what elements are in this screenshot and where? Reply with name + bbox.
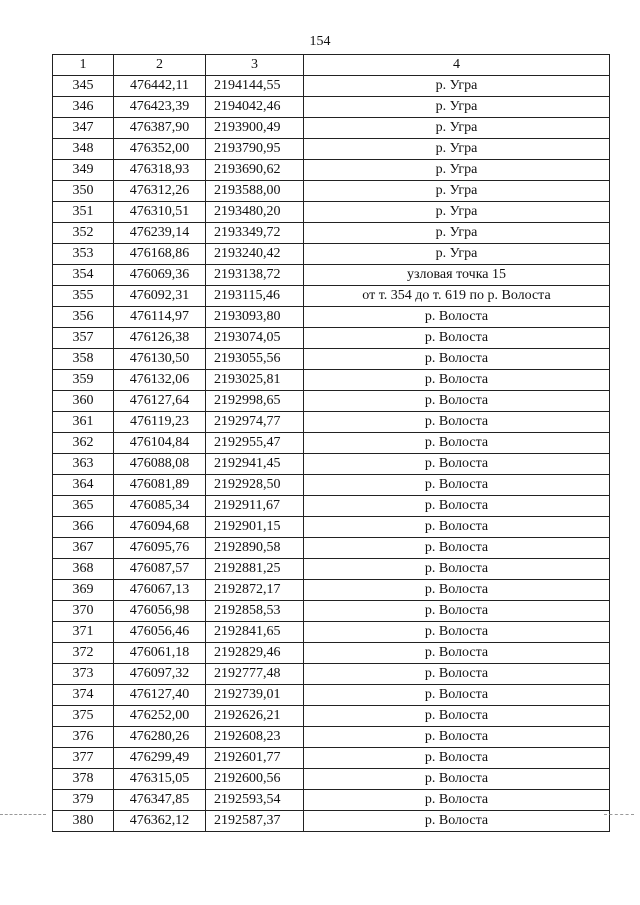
column-header: 1 xyxy=(53,55,114,76)
table-cell: 476114,97 xyxy=(114,307,206,328)
table-cell: р. Волоста xyxy=(304,433,610,454)
table-cell: 2192901,15 xyxy=(206,517,304,538)
table-cell: 2193115,46 xyxy=(206,286,304,307)
table-cell: р. Волоста xyxy=(304,769,610,790)
table-cell: р. Волоста xyxy=(304,370,610,391)
table-cell: р. Волоста xyxy=(304,748,610,769)
table-cell: 2193240,42 xyxy=(206,244,304,265)
table-row xyxy=(53,601,610,622)
table-row xyxy=(53,706,610,727)
table-body xyxy=(53,76,610,832)
table-row xyxy=(53,286,610,307)
table-cell: 2192974,77 xyxy=(206,412,304,433)
table-cell: р. Волоста xyxy=(304,349,610,370)
table-cell: 370 xyxy=(53,601,114,622)
table-cell: 367 xyxy=(53,538,114,559)
table-row xyxy=(53,181,610,202)
column-header: 4 xyxy=(304,55,610,76)
table-cell: 2193349,72 xyxy=(206,223,304,244)
table-cell: 2192941,45 xyxy=(206,454,304,475)
table-cell: 2194144,55 xyxy=(206,76,304,97)
table-row xyxy=(53,97,610,118)
coordinates-table xyxy=(52,54,610,832)
table-cell: узловая точка 15 xyxy=(304,265,610,286)
table-row xyxy=(53,538,610,559)
table-cell: 376 xyxy=(53,727,114,748)
table-row xyxy=(53,559,610,580)
table-cell: 476352,00 xyxy=(114,139,206,160)
table-cell: 2192841,65 xyxy=(206,622,304,643)
table-row xyxy=(53,160,610,181)
table-cell: 2192872,17 xyxy=(206,580,304,601)
table-cell: 380 xyxy=(53,811,114,832)
table-row xyxy=(53,622,610,643)
table-cell: 351 xyxy=(53,202,114,223)
table-cell: р. Волоста xyxy=(304,517,610,538)
table-cell: р. Волоста xyxy=(304,727,610,748)
table-cell: 476132,06 xyxy=(114,370,206,391)
table-cell: 357 xyxy=(53,328,114,349)
table-cell: р. Волоста xyxy=(304,454,610,475)
table-cell: 358 xyxy=(53,349,114,370)
table-cell: 377 xyxy=(53,748,114,769)
table-cell: 476252,00 xyxy=(114,706,206,727)
table-cell: 476423,39 xyxy=(114,97,206,118)
table-cell: 372 xyxy=(53,643,114,664)
table-cell: 355 xyxy=(53,286,114,307)
table-cell: р. Волоста xyxy=(304,496,610,517)
table-cell: 368 xyxy=(53,559,114,580)
table-row xyxy=(53,370,610,391)
table-cell: р. Волоста xyxy=(304,412,610,433)
table-cell: 476081,89 xyxy=(114,475,206,496)
table-cell: р. Угра xyxy=(304,181,610,202)
table-cell: р. Волоста xyxy=(304,601,610,622)
table-cell: р. Волоста xyxy=(304,706,610,727)
table-row xyxy=(53,412,610,433)
table-row xyxy=(53,391,610,412)
table-cell: 353 xyxy=(53,244,114,265)
table-row xyxy=(53,685,610,706)
table-cell: 375 xyxy=(53,706,114,727)
table-cell: 476127,64 xyxy=(114,391,206,412)
table-cell: 2192955,47 xyxy=(206,433,304,454)
table-cell: 2193790,95 xyxy=(206,139,304,160)
table-cell: р. Волоста xyxy=(304,685,610,706)
table-cell: 379 xyxy=(53,790,114,811)
table-row xyxy=(53,517,610,538)
column-header: 3 xyxy=(206,55,304,76)
table-cell: р. Угра xyxy=(304,202,610,223)
table-cell: р. Волоста xyxy=(304,391,610,412)
table-cell: р. Угра xyxy=(304,160,610,181)
table-cell: р. Волоста xyxy=(304,538,610,559)
column-header: 2 xyxy=(114,55,206,76)
table-cell: 2192593,54 xyxy=(206,790,304,811)
table-cell: 2193025,81 xyxy=(206,370,304,391)
table-row xyxy=(53,265,610,286)
table-cell: 374 xyxy=(53,685,114,706)
table-cell: 348 xyxy=(53,139,114,160)
table-cell: 2193588,00 xyxy=(206,181,304,202)
table-cell: р. Волоста xyxy=(304,307,610,328)
table-cell: 369 xyxy=(53,580,114,601)
table-row xyxy=(53,244,610,265)
table-cell: 2192608,23 xyxy=(206,727,304,748)
table-cell: 356 xyxy=(53,307,114,328)
table-row xyxy=(53,349,610,370)
table-row xyxy=(53,643,610,664)
table-cell: р. Угра xyxy=(304,139,610,160)
table-cell: 476168,86 xyxy=(114,244,206,265)
table-cell: 476318,93 xyxy=(114,160,206,181)
table-cell: 2192739,01 xyxy=(206,685,304,706)
table-cell: 476087,57 xyxy=(114,559,206,580)
table-row xyxy=(53,202,610,223)
table-cell: р. Волоста xyxy=(304,475,610,496)
table-cell: 476095,76 xyxy=(114,538,206,559)
table-row xyxy=(53,664,610,685)
table-cell: 476061,18 xyxy=(114,643,206,664)
table-cell: 365 xyxy=(53,496,114,517)
table-cell: 354 xyxy=(53,265,114,286)
table-cell: 361 xyxy=(53,412,114,433)
table-cell: 2193900,49 xyxy=(206,118,304,139)
table-cell: 476347,85 xyxy=(114,790,206,811)
table-cell: 2193690,62 xyxy=(206,160,304,181)
table-cell: 350 xyxy=(53,181,114,202)
table-cell: 2193074,05 xyxy=(206,328,304,349)
table-cell: р. Волоста xyxy=(304,643,610,664)
table-cell: 476069,36 xyxy=(114,265,206,286)
table-row xyxy=(53,328,610,349)
table-cell: 371 xyxy=(53,622,114,643)
table-cell: 476130,50 xyxy=(114,349,206,370)
table-cell: 362 xyxy=(53,433,114,454)
table-cell: 476299,49 xyxy=(114,748,206,769)
table-cell: 364 xyxy=(53,475,114,496)
table-cell: от т. 354 до т. 619 по р. Волоста xyxy=(304,286,610,307)
table-cell: 476067,13 xyxy=(114,580,206,601)
table-cell: р. Угра xyxy=(304,97,610,118)
table-cell: 2192600,56 xyxy=(206,769,304,790)
table-cell: 476127,40 xyxy=(114,685,206,706)
table-cell: р. Угра xyxy=(304,118,610,139)
table-cell: р. Волоста xyxy=(304,664,610,685)
table-cell: 378 xyxy=(53,769,114,790)
table-cell: 2192829,46 xyxy=(206,643,304,664)
table-row xyxy=(53,475,610,496)
table-cell: 349 xyxy=(53,160,114,181)
table-cell: 2192858,53 xyxy=(206,601,304,622)
table-row xyxy=(53,769,610,790)
table-cell: 2193138,72 xyxy=(206,265,304,286)
table-cell: 476239,14 xyxy=(114,223,206,244)
table-row xyxy=(53,307,610,328)
table-cell: 476094,68 xyxy=(114,517,206,538)
table-row xyxy=(53,76,610,97)
table-cell: 476442,11 xyxy=(114,76,206,97)
table-cell: 2192928,50 xyxy=(206,475,304,496)
table-row xyxy=(53,139,610,160)
table-row xyxy=(53,748,610,769)
table-cell: 352 xyxy=(53,223,114,244)
table-cell: 476310,51 xyxy=(114,202,206,223)
table-cell: р. Угра xyxy=(304,76,610,97)
table-cell: 2194042,46 xyxy=(206,97,304,118)
table-cell: р. Волоста xyxy=(304,622,610,643)
table-cell: 2192911,67 xyxy=(206,496,304,517)
table-row xyxy=(53,496,610,517)
table-header-row xyxy=(53,55,610,76)
table-row xyxy=(53,454,610,475)
table-cell: 476119,23 xyxy=(114,412,206,433)
table-cell: р. Угра xyxy=(304,223,610,244)
table-cell: 476312,26 xyxy=(114,181,206,202)
table-cell: 476097,32 xyxy=(114,664,206,685)
table-row xyxy=(53,580,610,601)
table-cell: р. Волоста xyxy=(304,559,610,580)
table-cell: 373 xyxy=(53,664,114,685)
table-cell: 476056,46 xyxy=(114,622,206,643)
table-cell: р. Угра xyxy=(304,244,610,265)
table-cell: 476056,98 xyxy=(114,601,206,622)
table-cell: 476085,34 xyxy=(114,496,206,517)
table-cell: 476088,08 xyxy=(114,454,206,475)
table-cell: р. Волоста xyxy=(304,790,610,811)
table-row xyxy=(53,811,610,832)
table-row xyxy=(53,790,610,811)
table-cell: 2192626,21 xyxy=(206,706,304,727)
table-cell: 2193093,80 xyxy=(206,307,304,328)
table-cell: 2192777,48 xyxy=(206,664,304,685)
page-number: 154 xyxy=(309,34,331,49)
table-cell: р. Волоста xyxy=(304,811,610,832)
margin-dash-line xyxy=(0,814,46,815)
table-cell: 2193480,20 xyxy=(206,202,304,223)
table-cell: 366 xyxy=(53,517,114,538)
table-cell: 2192587,37 xyxy=(206,811,304,832)
table-row xyxy=(53,118,610,139)
margin-dash-line xyxy=(604,814,634,815)
table-cell: 476104,84 xyxy=(114,433,206,454)
table-cell: 346 xyxy=(53,97,114,118)
table-cell: 476126,38 xyxy=(114,328,206,349)
table-cell: р. Волоста xyxy=(304,580,610,601)
table-cell: 363 xyxy=(53,454,114,475)
table-row xyxy=(53,223,610,244)
table-cell: 345 xyxy=(53,76,114,97)
table-cell: 476387,90 xyxy=(114,118,206,139)
table-row xyxy=(53,433,610,454)
table-cell: 360 xyxy=(53,391,114,412)
table-cell: 476362,12 xyxy=(114,811,206,832)
table-cell: 476280,26 xyxy=(114,727,206,748)
table-cell: 2192601,77 xyxy=(206,748,304,769)
table-cell: 2193055,56 xyxy=(206,349,304,370)
table-cell: 2192881,25 xyxy=(206,559,304,580)
table-cell: 2192998,65 xyxy=(206,391,304,412)
table-cell: 359 xyxy=(53,370,114,391)
table-cell: 476092,31 xyxy=(114,286,206,307)
table-cell: 2192890,58 xyxy=(206,538,304,559)
table-cell: р. Волоста xyxy=(304,328,610,349)
table-cell: 476315,05 xyxy=(114,769,206,790)
table-row xyxy=(53,727,610,748)
table-cell: 347 xyxy=(53,118,114,139)
